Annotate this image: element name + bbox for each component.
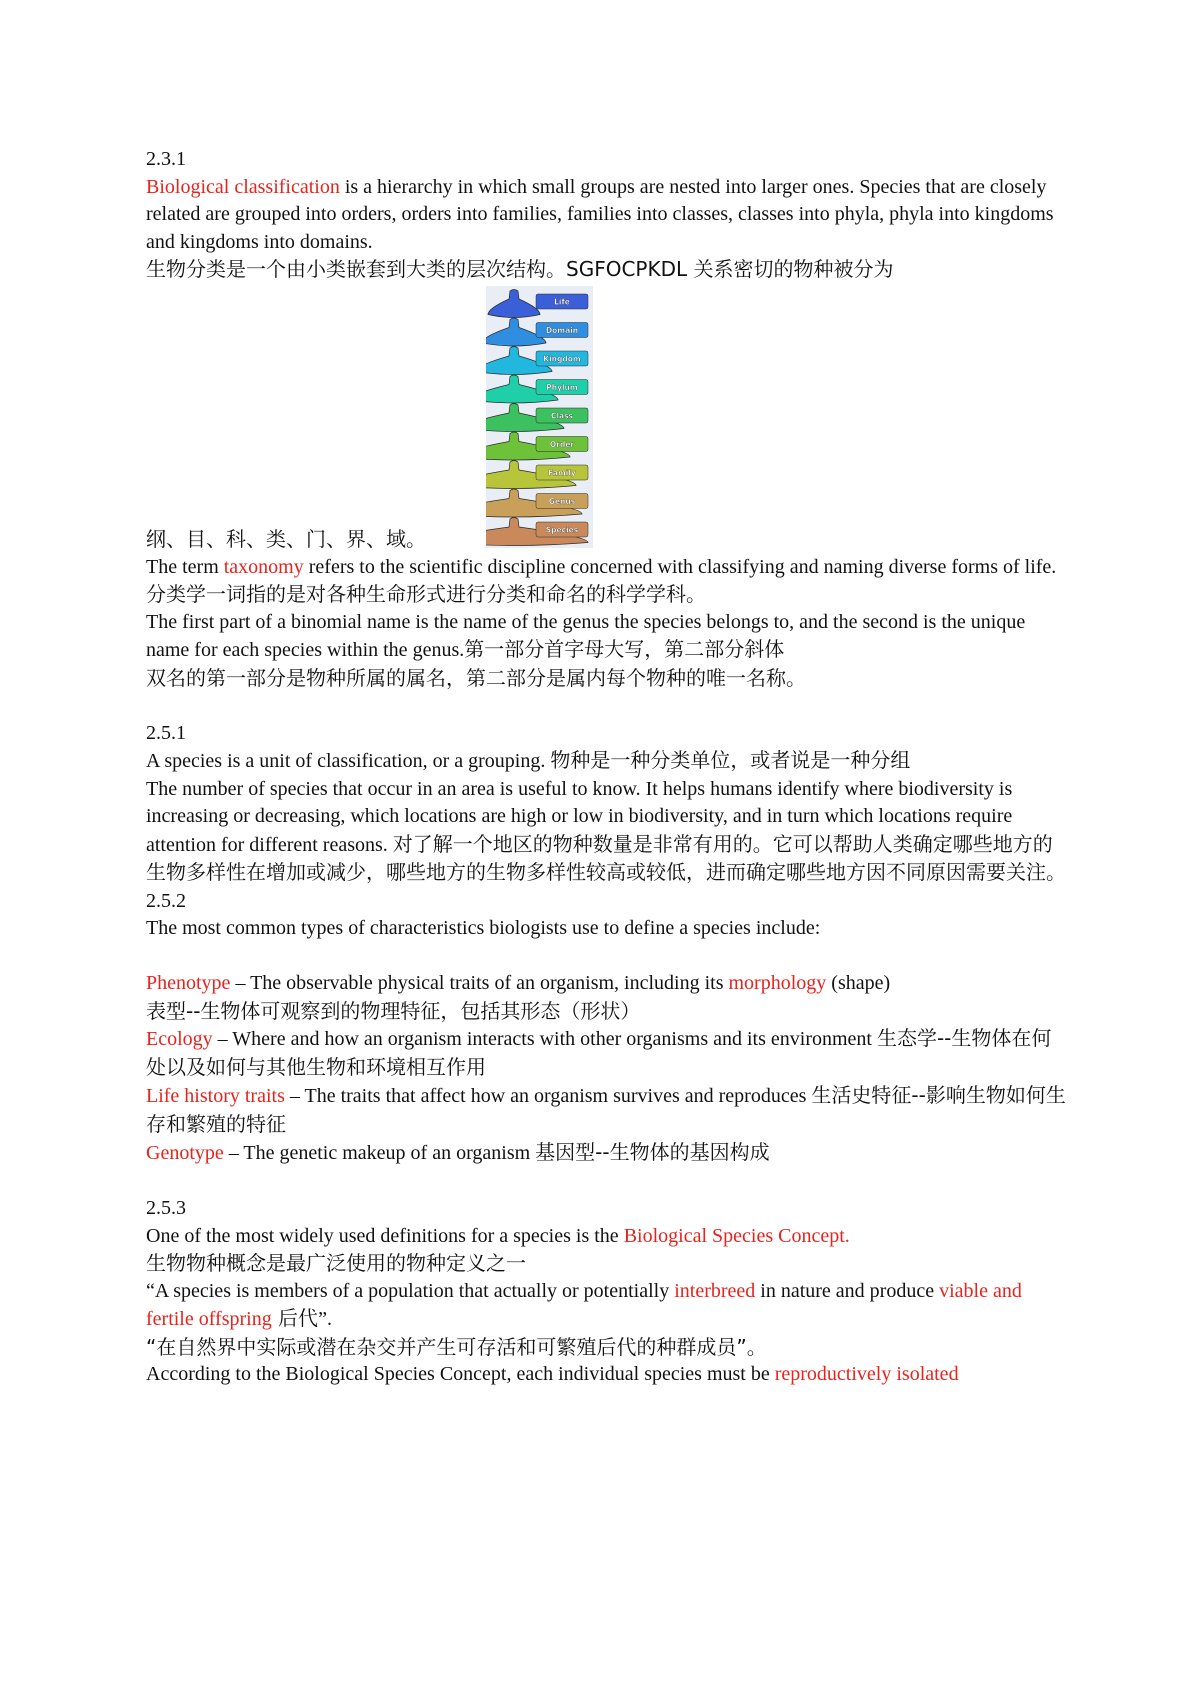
pyramid-label-life: Life <box>554 297 570 306</box>
term-interbreed: interbreed <box>674 1279 756 1302</box>
document-body <box>146 146 1066 1389</box>
term-biological-classification: Biological classification <box>146 175 340 198</box>
taxonomy-paragraph: The term taxonomy refers to the scientific discipline concerned with classifying and naming diverse forms of life. <box>146 555 1057 578</box>
binomial-paragraph: The first part of a binomial name is the name of the genus the species belongs to, and the second is the unique name for each species within the genus.第一部分首字母大写，第二部分斜体 <box>146 610 1026 661</box>
pyramid-figure-line <box>146 284 1066 554</box>
term-morphology: morphology <box>728 972 827 994</box>
species-quote: “A species is members of a population that actually or potentially interbreed in nature and produce viable and fertile offspring 后代”. <box>146 1279 1022 1330</box>
pyramid-label-order: Order <box>549 439 575 449</box>
bsc-definition-zh: 生物物种概念是最广泛使用的物种定义之一 <box>146 1251 526 1275</box>
pyramid-label-species: Species <box>545 525 579 534</box>
term-phenotype: Phenotype <box>146 972 231 994</box>
ecology-item: Ecology – Where and how an organism interacts with other organisms and its environment 生态学--生物体在何处以及如何与其他生物和环境相互作用 <box>146 1026 1052 1079</box>
section-number-2-5-1: 2.5.1 <box>146 721 186 744</box>
section-number-2-3-1: 2.3.1 <box>146 148 186 170</box>
classification-text: is a hierarchy in which small groups are nested into larger ones. Species that are closely related are grouped into orders, orders into families, families into classes, classes into phyla, phyla into kingdoms and kingdoms into domains. <box>146 175 1054 253</box>
section-number-2-5-3: 2.5.3 <box>146 1197 186 1219</box>
term-taxonomy: taxonomy <box>223 555 304 578</box>
taxonomy-zh: 分类学一词指的是对各种生命形式进行分类和命名的科学学科。 <box>146 582 706 606</box>
characteristics-intro: The most common types of characteristics biologists use to define a species include: <box>146 917 821 939</box>
pyramid-label-class: Class <box>550 411 574 420</box>
life-history-item: Life history traits – The traits that affect how an organism survives and reproduces 生活史特征--影响生物如何生存和繁殖的特征 <box>146 1083 1066 1136</box>
phenotype-zh: 表型--生物体可观察到的物理特征，包括其形态（形状） <box>146 998 641 1023</box>
pyramid-label-family: Family <box>548 468 576 477</box>
term-viable-fertile-offspring: viable and fertile offspring <box>146 1279 1022 1330</box>
term-reproductively-isolated: reproductively isolated <box>774 1363 959 1385</box>
species-number-paragraph: The number of species that occur in an area is useful to know. It helps humans identify where biodiversity is increasing or decreasing, which locations are high or low in biodiversity, and in turn which locations require attention for different reasons. 对了解一个地区的物种数量是非常有用的。它可以帮助人类确定哪些地方的生物多样性在增加或减少，哪些地方的生物多样性较高或较低，进而确定哪些地方因不同原因需要关注。 <box>146 777 1066 884</box>
phenotype-item: Phenotype – The observable physical traits of an organism, including its morphology (shape) <box>146 972 891 994</box>
pyramid-label-domain: Domain <box>545 325 579 335</box>
reproductive-isolation: According to the Biological Species Concept, each individual species must be reproductively isolated <box>146 1363 959 1385</box>
pyramid-label-genus: Genus <box>548 496 576 506</box>
classification-zh-line: 生物分类是一个由小类嵌套到大类的层次结构。SGFOCPKDL 关系密切的物种被分为 <box>146 257 894 281</box>
bsc-definition: One of the most widely used definitions for a species is the Biological Species Concept. <box>146 1224 850 1247</box>
pyramid-label-kingdom: Kingdom <box>543 354 581 363</box>
classification-paragraph <box>146 174 1066 257</box>
genotype-item: Genotype – The genetic makeup of an organism 基因型--生物体的基因构成 <box>146 1140 770 1164</box>
term-ecology: Ecology <box>146 1028 213 1050</box>
species-unit-paragraph: A species is a unit of classification, or a grouping. 物种是一种分类单位，或者说是一种分组 <box>146 748 911 772</box>
term-genotype: Genotype <box>146 1142 224 1164</box>
species-quote-zh: “在自然界中实际或潜在杂交并产生可存活和可繁殖后代的种群成员”。 <box>146 1334 767 1359</box>
term-biological-species-concept: Biological Species Concept. <box>623 1224 850 1247</box>
classification-zh-ranks: 纲、目、科、类、门、界、域。 <box>146 527 426 551</box>
pyramid-label-phylum: Phylum <box>546 382 578 392</box>
taxonomy-pyramid-image <box>486 286 593 548</box>
section-number-2-5-2: 2.5.2 <box>146 889 186 912</box>
term-life-history-traits: Life history traits <box>146 1085 285 1107</box>
binomial-zh: 双名的第一部分是物种所属的属名，第二部分是属内每个物种的唯一名称。 <box>146 665 806 690</box>
